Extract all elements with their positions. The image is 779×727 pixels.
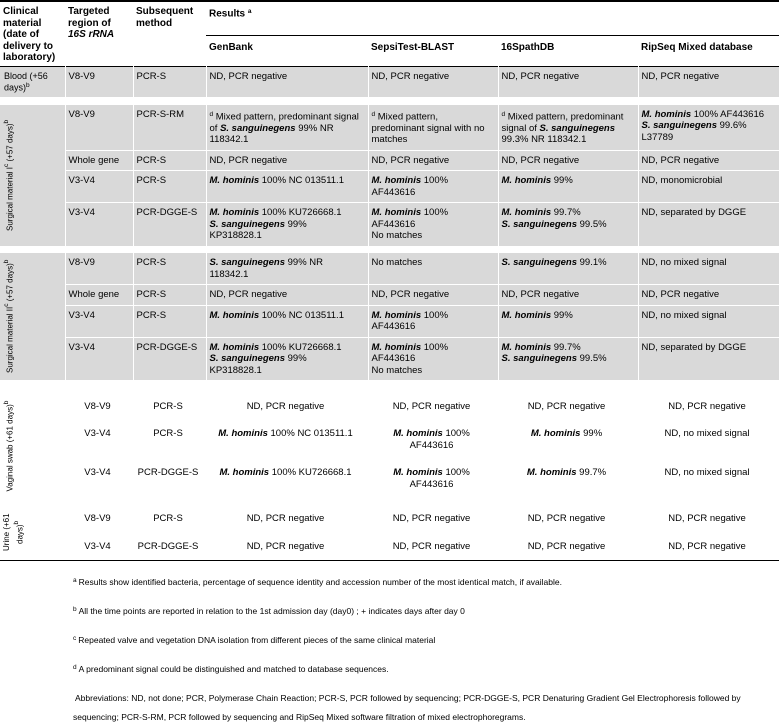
result-genbank-cell <box>206 253 368 285</box>
method-cell <box>133 171 206 203</box>
result-16spathdb-cell <box>498 66 638 98</box>
targeted-region-cell <box>65 305 133 337</box>
footnote-marker: d <box>73 664 77 671</box>
text-segment: 100% AF443616 <box>371 341 449 364</box>
text-segment: PCR-S <box>153 400 183 412</box>
species-name: S. sanguinegens <box>209 218 285 230</box>
result-genbank-cell <box>206 105 368 151</box>
footnote-marker: b <box>73 606 77 613</box>
species-name: M. hominis <box>501 207 552 218</box>
result-genbank-cell <box>206 420 368 459</box>
superscript-marker: b <box>13 520 20 525</box>
result-genbank-cell <box>206 459 368 498</box>
text-segment: Surgical material I <box>5 166 15 231</box>
text-segment: 100% AF443616 <box>691 108 765 120</box>
text-segment: ND, no mixed signal <box>641 309 727 321</box>
text-segment: ND, PCR negative <box>371 289 450 300</box>
footnote-marker: c <box>73 635 77 642</box>
superscript-marker: b <box>3 119 10 124</box>
method-cell <box>133 150 206 171</box>
result-ripseq-cell <box>638 337 779 381</box>
db-header-genbank: GenBank <box>209 41 253 53</box>
footnote-marker: a <box>73 577 77 584</box>
result-16spathdb-cell <box>498 253 638 285</box>
db-header-ripseq-mixed: RipSeq Mixed database <box>641 41 753 53</box>
col-header-method: Subsequent method <box>136 6 194 29</box>
spacer-cell <box>0 498 779 505</box>
species-name: S. sanguinegens <box>539 122 616 134</box>
text-segment: PCR-S-RM <box>136 108 184 120</box>
text-segment: ND, separated by DGGE <box>641 341 747 353</box>
footnote-a <box>73 571 773 592</box>
result-sepsitest-cell <box>368 393 498 421</box>
text-segment: Mixed pattern, predominant signal of <box>501 111 624 134</box>
footnote-text: A predominant signal could be distinguished and matched to database sequences. <box>78 664 389 674</box>
text-segment: 99.1% <box>577 257 607 268</box>
result-sepsitest-cell <box>368 105 498 151</box>
result-genbank-cell <box>206 66 368 98</box>
result-16spathdb-cell <box>498 203 638 247</box>
method-cell <box>133 393 206 421</box>
table-row <box>0 285 779 306</box>
text-segment: 99% <box>551 175 573 186</box>
result-sepsitest-cell <box>368 459 498 498</box>
group-label-cell <box>0 66 65 98</box>
text-segment: 100% AF443616 <box>371 175 449 198</box>
text-segment: V3-V4 <box>68 207 95 218</box>
footnote-d <box>73 658 773 679</box>
result-ripseq-cell <box>638 305 779 337</box>
result-genbank-cell <box>206 505 368 533</box>
text-segment: V8-V9 <box>68 70 95 82</box>
text-segment: PCR-S <box>136 175 167 186</box>
result-sepsitest-cell <box>368 505 498 533</box>
superscript-marker: d <box>371 110 376 118</box>
species-name: M. hominis <box>209 309 260 321</box>
targeted-region-cell <box>65 459 133 498</box>
text-segment: ND, PCR negative <box>246 513 325 524</box>
footnote-b <box>73 600 773 621</box>
table-row <box>0 66 779 98</box>
group-label <box>0 67 65 98</box>
species-name: M. hominis <box>209 341 260 353</box>
text-segment: Whole gene <box>68 289 120 300</box>
text-segment: PCR-DGGE-S <box>137 540 199 552</box>
species-name: M. hominis <box>371 207 422 218</box>
footnote-text: Abbreviations: ND, not done; PCR, Polymerase Chain Reaction; PCR-S, PCR followed by sequencing; PCR-DGGE-S, PCR Denaturing Gradient Gel Electrophoresis followed by sequencing; PCR-S-RM, PCR followed by sequencing and RipSeq Mixed software filtration of mixed electrophoregrams. <box>73 693 741 722</box>
text-segment: No matches <box>371 230 423 241</box>
result-ripseq-cell <box>638 171 779 203</box>
method-cell <box>133 105 206 151</box>
table-body <box>0 66 779 561</box>
text-segment: 100% KU726668.1 <box>259 207 342 218</box>
table-row <box>0 505 779 533</box>
text-segment: PCR-S <box>153 428 183 439</box>
text-segment: 100% AF443616 <box>409 467 470 490</box>
text-segment: ND, PCR negative <box>392 513 471 524</box>
result-16spathdb-cell <box>498 420 638 459</box>
targeted-region-cell <box>65 337 133 381</box>
result-16spathdb-cell <box>498 459 638 498</box>
text-segment: ND, PCR negative <box>641 289 720 300</box>
species-name: M. hominis <box>371 175 422 186</box>
species-name: S. sanguinegens <box>209 257 285 268</box>
spacer-cell <box>0 98 779 105</box>
superscript-marker: c <box>3 303 10 307</box>
text-segment: 99% NR 118342.1 <box>209 257 324 280</box>
superscript-marker: b <box>26 82 30 89</box>
species-name: S. sanguinegens <box>209 353 285 364</box>
result-ripseq-cell <box>638 533 779 561</box>
superscript-marker: c <box>3 163 10 167</box>
targeted-region-cell <box>65 203 133 247</box>
text-segment: 99.7% <box>576 467 607 478</box>
text-segment: ND, no mixed signal <box>641 257 727 268</box>
text-segment: Mixed pattern, predominant signal with no matches <box>371 111 485 145</box>
result-sepsitest-cell <box>368 171 498 203</box>
group-label <box>2 396 63 496</box>
result-sepsitest-cell <box>368 533 498 561</box>
text-segment: ND, PCR negative <box>668 540 746 552</box>
result-ripseq-cell <box>638 66 779 98</box>
text-segment: ND, PCR negative <box>668 400 746 412</box>
targeted-region-cell <box>65 285 133 306</box>
db-header-sepsitest-blast: SepsiTest-BLAST <box>371 41 455 53</box>
text-segment: PCR-S <box>136 154 167 166</box>
result-ripseq-cell <box>638 285 779 306</box>
text-segment: V8-V9 <box>84 513 111 524</box>
group-label-cell <box>0 105 65 247</box>
result-16spathdb-cell <box>498 150 638 171</box>
species-name: M. hominis <box>530 428 581 439</box>
result-sepsitest-cell <box>368 337 498 381</box>
text-segment: No matches <box>371 257 423 268</box>
text-segment: PCR-DGGE-S <box>137 467 199 478</box>
method-cell <box>133 420 206 459</box>
text-segment: 100% NC 013511.1 <box>259 175 344 186</box>
footnote-c <box>73 629 773 650</box>
text-segment: ND, PCR negative <box>527 540 606 552</box>
result-sepsitest-cell <box>368 203 498 247</box>
targeted-region-cell <box>65 393 133 421</box>
species-name: M. hominis <box>526 467 577 478</box>
result-sepsitest-cell <box>368 285 498 306</box>
text-segment: PCR-DGGE-S <box>136 207 198 218</box>
text-segment: PCR-S <box>136 70 167 82</box>
text-segment: 99% <box>551 309 573 321</box>
superscript-marker: b <box>3 259 10 264</box>
result-16spathdb-cell <box>498 393 638 421</box>
targeted-region-cell <box>65 253 133 285</box>
group-label-cell <box>0 393 65 499</box>
result-genbank-cell <box>206 337 368 381</box>
text-segment: ND, PCR negative <box>209 70 288 82</box>
text-segment: ND, PCR negative <box>527 513 606 524</box>
result-16spathdb-cell <box>498 533 638 561</box>
targeted-region-text: Targeted region of <box>68 6 111 29</box>
result-sepsitest-cell <box>368 66 498 98</box>
text-segment: PCR-S <box>136 289 167 300</box>
result-ripseq-cell <box>638 150 779 171</box>
text-segment: ND, PCR negative <box>392 540 471 552</box>
text-segment: L37789 <box>641 131 674 143</box>
group-label <box>2 108 63 243</box>
text-segment: ND, no mixed signal <box>664 428 750 439</box>
species-name: M. hominis <box>501 175 552 186</box>
text-segment: 99.7% <box>551 341 581 353</box>
text-segment: 99% KP318828.1 <box>209 353 307 376</box>
species-name: M. hominis <box>501 341 552 353</box>
method-cell <box>133 459 206 498</box>
text-segment: ND, PCR negative <box>371 70 450 82</box>
col-header-targeted-region <box>65 1 133 66</box>
result-genbank-cell <box>206 150 368 171</box>
species-name: M. hominis <box>393 428 443 439</box>
table-row <box>0 533 779 561</box>
targeted-region-cell <box>65 105 133 151</box>
text-segment: (+57 days) <box>5 123 15 164</box>
result-16spathdb-cell <box>498 337 638 381</box>
text-segment: Urine (+61 days) <box>2 513 25 552</box>
footnote-text: Results show identified bacteria, percentage of sequence identity and accession number of the most identical match, if available. <box>78 577 562 587</box>
table-row <box>0 393 779 421</box>
text-segment: 100% KU726668.1 <box>259 341 342 353</box>
targeted-region-cell <box>65 505 133 533</box>
text-segment: No matches <box>371 364 423 376</box>
table-row <box>0 105 779 151</box>
species-name: S. sanguinegens <box>641 120 717 131</box>
text-segment: V3-V4 <box>68 309 95 321</box>
result-16spathdb-cell <box>498 105 638 151</box>
superscript-marker: d <box>501 110 506 118</box>
text-segment: 100% NC 013511.1 <box>267 428 353 439</box>
result-genbank-cell <box>206 171 368 203</box>
text-segment: V8-V9 <box>84 400 111 412</box>
text-segment: Blood (+56 days) <box>4 70 48 93</box>
text-segment: 100% AF443616 <box>371 207 449 230</box>
species-name: M. hominis <box>393 467 443 478</box>
spacer-cell <box>0 246 779 253</box>
method-cell <box>133 253 206 285</box>
result-genbank-cell <box>206 305 368 337</box>
result-16spathdb-cell <box>498 305 638 337</box>
text-segment: ND, PCR negative <box>527 400 606 412</box>
result-ripseq-cell <box>638 105 779 151</box>
table-row <box>0 150 779 171</box>
result-sepsitest-cell <box>368 420 498 459</box>
targeted-region-cell <box>65 533 133 561</box>
species-name: M. hominis <box>371 309 422 321</box>
text-segment: V3-V4 <box>68 341 95 353</box>
result-sepsitest-cell <box>368 253 498 285</box>
species-name: S. sanguinegens <box>501 257 577 268</box>
result-ripseq-cell <box>638 420 779 459</box>
result-sepsitest-cell <box>368 305 498 337</box>
db-header-16spathdb: 16SpathDB <box>501 41 555 53</box>
result-16spathdb-cell <box>498 171 638 203</box>
text-segment: V8-V9 <box>68 257 95 268</box>
text-segment: V3-V4 <box>68 175 95 186</box>
superscript-marker: b <box>3 399 10 404</box>
group-spacer <box>0 246 779 253</box>
text-segment: ND, PCR negative <box>501 70 580 82</box>
results-label: Results <box>209 8 248 20</box>
group-label-cell <box>0 505 65 561</box>
text-segment: Mixed pattern, predominant signal of <box>209 111 359 134</box>
text-segment: ND, PCR negative <box>641 154 720 166</box>
footnotes-section <box>73 571 773 727</box>
text-segment: 100% KU726668.1 <box>269 467 352 478</box>
result-ripseq-cell <box>638 505 779 533</box>
text-segment: PCR-S <box>136 257 167 268</box>
text-segment: 99.6% <box>717 120 747 131</box>
footnote-text: All the time points are reported in relation to the 1st admission day (day0) ; + indicates days after day 0 <box>78 606 465 616</box>
group-spacer <box>0 498 779 505</box>
targeted-region-cell <box>65 171 133 203</box>
method-cell <box>133 505 206 533</box>
text-segment: ND, PCR negative <box>641 70 720 82</box>
text-segment: (+57 days) <box>5 263 15 304</box>
superscript-marker: d <box>209 110 214 118</box>
result-genbank-cell <box>206 285 368 306</box>
table-row <box>0 420 779 459</box>
table-row <box>0 203 779 247</box>
table-row <box>0 171 779 203</box>
species-name: M. hominis <box>371 341 422 353</box>
method-cell <box>133 285 206 306</box>
targeted-region-cell <box>65 420 133 459</box>
table-row <box>0 253 779 285</box>
result-genbank-cell <box>206 393 368 421</box>
result-genbank-cell <box>206 533 368 561</box>
result-16spathdb-cell <box>498 505 638 533</box>
text-segment: ND, separated by DGGE <box>641 207 747 218</box>
results-footnote-marker: a <box>247 8 252 15</box>
text-segment: ND, PCR negative <box>209 289 288 300</box>
text-segment: 99% KP318828.1 <box>209 218 307 241</box>
method-cell <box>133 305 206 337</box>
text-segment: PCR-S <box>136 309 167 321</box>
text-segment: 99% <box>580 428 603 439</box>
gene-name: 16S rRNA <box>68 29 115 40</box>
result-ripseq-cell <box>638 253 779 285</box>
method-cell <box>133 337 206 381</box>
method-cell <box>133 203 206 247</box>
text-segment: ND, PCR negative <box>209 154 288 166</box>
result-ripseq-cell <box>638 203 779 247</box>
targeted-region-cell <box>65 66 133 98</box>
result-sepsitest-cell <box>368 150 498 171</box>
text-segment: 100% AF443616 <box>371 309 449 332</box>
footnote-abbreviations <box>73 687 773 727</box>
text-segment: PCR-S <box>153 513 183 524</box>
text-segment: 99.7% <box>551 207 581 218</box>
species-name: S. sanguinegens <box>220 122 296 134</box>
species-name: M. hominis <box>209 207 260 218</box>
text-segment: ND, monomicrobial <box>641 175 723 186</box>
result-ripseq-cell <box>638 393 779 421</box>
text-segment: V8-V9 <box>68 108 95 120</box>
species-name: M. hominis <box>218 428 268 439</box>
text-segment: 99.5% <box>577 353 607 364</box>
species-name: M. hominis <box>209 175 260 186</box>
species-name: S. sanguinegens <box>501 353 577 364</box>
table-row <box>0 459 779 498</box>
group-spacer <box>0 98 779 105</box>
table-row <box>0 337 779 381</box>
text-segment: V3-V4 <box>84 467 111 478</box>
header-row-main <box>0 1 779 35</box>
text-segment: Surgical material II <box>5 306 15 374</box>
text-segment: ND, PCR negative <box>501 289 580 300</box>
text-segment: 99% NR 118342.1 <box>209 122 334 145</box>
footnote-text: Repeated valve and vegetation DNA isolation from different pieces of the same clinical material <box>78 635 436 645</box>
table-row <box>0 305 779 337</box>
group-spacer <box>0 381 779 393</box>
group-label <box>2 256 63 377</box>
spacer-cell <box>0 381 779 393</box>
result-16spathdb-cell <box>498 285 638 306</box>
text-segment: ND, PCR negative <box>371 154 450 166</box>
col-header-results <box>206 1 779 35</box>
species-name: M. hominis <box>219 467 270 478</box>
group-label <box>2 508 63 557</box>
text-segment: ND, PCR negative <box>246 540 325 552</box>
text-segment: V3-V4 <box>84 428 111 439</box>
text-segment: ND, PCR negative <box>246 400 325 412</box>
table-header <box>0 1 779 66</box>
text-segment: 100% AF443616 <box>409 428 470 451</box>
species-name: S. sanguinegens <box>501 218 577 230</box>
text-segment: V3-V4 <box>84 540 111 552</box>
result-genbank-cell <box>206 203 368 247</box>
method-cell <box>133 66 206 98</box>
result-ripseq-cell <box>638 459 779 498</box>
text-segment: Whole gene <box>68 154 120 166</box>
text-segment: ND, PCR negative <box>501 154 580 166</box>
text-segment: ND, no mixed signal <box>664 467 750 478</box>
text-segment: 99.5% <box>577 218 607 230</box>
text-segment: Vaginal swab (+61 days) <box>5 403 15 491</box>
text-segment: ND, PCR negative <box>668 513 746 524</box>
col-header-clinical-material: Clinical material (date of delivery to laboratory) <box>3 6 56 63</box>
text-segment: 100% NC 013511.1 <box>259 309 344 321</box>
group-label-cell <box>0 253 65 381</box>
text-segment: ND, PCR negative <box>392 400 471 412</box>
targeted-region-cell <box>65 150 133 171</box>
species-name: M. hominis <box>501 309 552 321</box>
method-cell <box>133 533 206 561</box>
text-segment: PCR-DGGE-S <box>136 341 198 353</box>
text-segment: 99.3% NR 118342.1 <box>501 134 587 145</box>
species-name: M. hominis <box>641 108 692 120</box>
